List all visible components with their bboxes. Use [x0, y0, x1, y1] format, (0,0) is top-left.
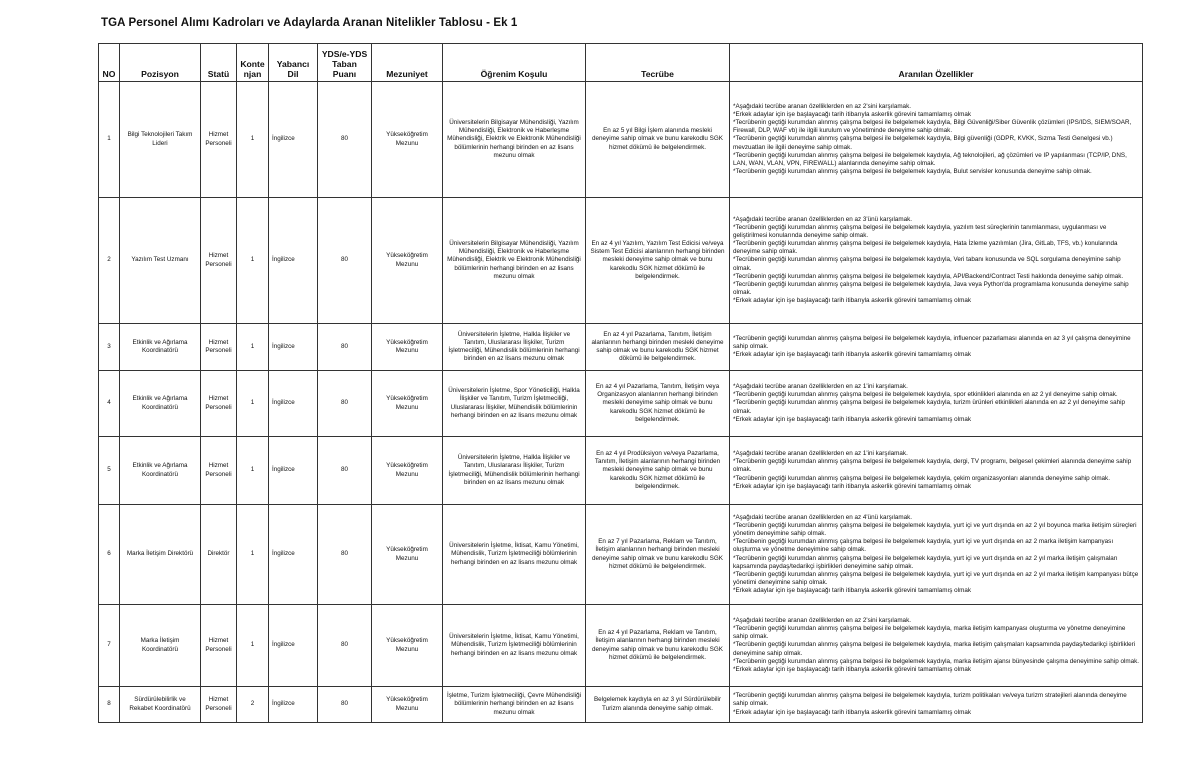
row-number: 8 [99, 687, 120, 723]
status-cell: Hizmet Personeli [201, 198, 237, 324]
requirement-item: *Tecrübenin geçtiği kurumdan alınmış çalışma belgesi ile belgelemek kaydıyla, turizm ürünleri etkinlikleri alanında en az 2 yıl deneyime sahip olmak. [733, 399, 1126, 415]
requirement-item: *Tecrübenin geçtiği kurumdan alınmış çalışma belgesi ile belgelemek kaydıyla, yurt içi ve yurt dışında en az 2 yıl marka iletişim çalışmaları kapsamında paydaş/tedarikçi işbirlikleri deneyimine sahip olmak. [733, 554, 1118, 570]
qualifications-table [98, 43, 1143, 723]
requirement-item: *Tecrübenin geçtiği kurumdan alınmış çalışma belgesi ile belgelemek kaydıyla, Bilgi Güvenliği/Siber Güvenlik çözümleri (IPS/IDS, SIEM/SOAR, Firewall, DLP, WAF vb) ile ilgili kurulum ve yönetiminde deneyime sahip olmak. [733, 119, 1132, 135]
requirements-cell [730, 371, 1143, 437]
requirement-item: *Aşağıdaki tecrübe aranan özelliklerden en az 2'sini karşılamak. [733, 617, 911, 625]
quota-cell: 1 [237, 82, 269, 198]
table-row [99, 82, 1143, 198]
row-number: 4 [99, 371, 120, 437]
row-number: 6 [99, 505, 120, 605]
experience-cell: En az 7 yıl Pazarlama, Reklam ve Tanıtım, İletişim alanlarının herhangi birinden mesleki deneyime sahip olmak ve bunu karekodlu SGK hizmet dökümü ile belgelendirmek. [586, 505, 730, 605]
requirement-item: *Tecrübenin geçtiği kurumdan alınmış çalışma belgesi ile belgelemek kaydıyla, marka iletişim çalışmaları kapsamında paydaş/tedarikçi işbirlikleri deneyimine sahip olmak. [733, 641, 1136, 657]
yds-score-cell: 80 [318, 505, 372, 605]
language-cell: İngilizce [269, 371, 318, 437]
experience-cell: En az 5 yıl Bilgi İşlem alanında mesleki deneyime sahip olmak ve bunu karekodlu SGK hizmet dökümü ile belgelendirmek. [586, 82, 730, 198]
education-cell: Üniversitelerin İşletme, Halkla İlişkiler ve Tanıtım, Uluslararası İlişkiler, Turizm İşletmeciliği, Mühendislik bölümlerinin herhangi birinden en az lisans mezunu olmak [443, 437, 586, 505]
status-cell: Hizmet Personeli [201, 687, 237, 723]
header-no: NO [99, 44, 120, 82]
yds-score-cell: 80 [318, 371, 372, 437]
row-number: 5 [99, 437, 120, 505]
table-row [99, 371, 1143, 437]
row-number: 3 [99, 324, 120, 371]
yds-score-cell: 80 [318, 605, 372, 687]
requirement-item: *Tecrübenin geçtiği kurumdan alınmış çalışma belgesi ile belgelemek kaydıyla, Hata İzleme yazılımları (Jira, GitLab, TFS, vb.) konularında deneyime sahip olmak. [733, 240, 1118, 256]
requirement-item: *Tecrübenin geçtiği kurumdan alınmış çalışma belgesi ile belgelemek kaydıyla, yurt içi ve yurt dışında en az 2 marka iletişim kampanyası oluşturma ve yönetme deneyimine sahip olmak. [733, 538, 1114, 554]
graduation-cell: Yükseköğretim Mezunu [372, 371, 443, 437]
language-cell: İngilizce [269, 605, 318, 687]
requirement-item: *Erkek adaylar için işe başlayacağı tarih itibarıyla askerlik görevini tamamlamış olmak [733, 415, 971, 423]
row-number: 1 [99, 82, 120, 198]
requirement-item: *Aşağıdaki tecrübe aranan özelliklerden en az 1'ini karşılamak. [733, 450, 908, 458]
requirement-item: *Tecrübenin geçtiği kurumdan alınmış çalışma belgesi ile belgelemek kaydıyla, yurt içi ve yurt dışında en az 2 yıl boyunca marka iletişim süreçleri yönetim deneyimine sahip olmak. [733, 522, 1137, 538]
education-cell: İşletme, Turizm İşletmeciliği, Çevre Mühendisliği bölümlerinin herhangi birinden en az lisans mezunu olmak [443, 687, 586, 723]
experience-cell: En az 4 yıl Pazarlama, Tanıtım, İletişim veya Organizasyon alanlarının herhangi birinden mesleki deneyime sahip olmak ve bunu karekodlu SGK hizmet dökümü ile belgelendirmek. [586, 371, 730, 437]
quota-cell: 2 [237, 687, 269, 723]
requirement-item: *Tecrübenin geçtiği kurumdan alınmış çalışma belgesi ile belgelemek kaydıyla, Bilgi güvenliği (GDPR, KVKK, Sızma Testi Genelgesi vb.) mevzuatları ile ilgili deneyime sahip olmak. [733, 135, 1113, 151]
requirements-cell [730, 687, 1143, 723]
requirement-item: *Aşağıdaki tecrübe aranan özelliklerden en az 1'ini karşılamak. [733, 383, 908, 391]
education-cell: Üniversitelerin İşletme, İktisat, Kamu Yönetimi, Mühendislik, Turizm İşletmeciliği bölümlerinin herhangi birinden en az lisans mezunu olmak [443, 605, 586, 687]
experience-cell: En az 4 yıl Pazarlama, Reklam ve Tanıtım, İletişim alanlarının herhangi birinden mesleki deneyime sahip olmak ve bunu karekodlu SGK hizmet dökümü ile belgelendirmek. [586, 605, 730, 687]
yds-score-cell: 80 [318, 82, 372, 198]
requirement-item: *Tecrübenin geçtiği kurumdan alınmış çalışma belgesi ile belgelemek kaydıyla, marka iletişim kampanyası oluşturma ve yönetme deneyimine sahip olmak. [733, 625, 1126, 641]
header-quota: Konte njan [237, 44, 269, 82]
graduation-cell: Yükseköğretim Mezunu [372, 605, 443, 687]
quota-cell: 1 [237, 198, 269, 324]
status-cell: Direktör [201, 505, 237, 605]
header-status: Statü [201, 44, 237, 82]
status-cell: Hizmet Personeli [201, 437, 237, 505]
position-cell: Etkinlik ve Ağırlama Koordinatörü [120, 371, 201, 437]
experience-cell: En az 4 yıl Prodüksiyon ve/veya Pazarlama, Tanıtım, İletişim alanlarının herhangi birinden mesleki deneyime sahip olmak ve bunu karekodlu SGK hizmet dökümü ile belgelendirmek. [586, 437, 730, 505]
position-cell: Etkinlik ve Ağırlama Koordinatörü [120, 324, 201, 371]
status-cell: Hizmet Personeli [201, 371, 237, 437]
experience-cell: Belgelemek kaydıyla en az 3 yıl Sürdürülebilir Turizm alanında deneyime sahip olmak. [586, 687, 730, 723]
language-cell: İngilizce [269, 687, 318, 723]
table-row [99, 324, 1143, 371]
position-cell: Etkinlik ve Ağırlama Koordinatörü [120, 437, 201, 505]
position-cell: Sürdürülebilirlik ve Rekabet Koordinatörü [120, 687, 201, 723]
yds-score-cell: 80 [318, 687, 372, 723]
requirements-cell [730, 324, 1143, 371]
header-requirements: Aranılan Özellikler [730, 44, 1143, 82]
graduation-cell: Yükseköğretim Mezunu [372, 324, 443, 371]
requirement-item: *Tecrübenin geçtiği kurumdan alınmış çalışma belgesi ile belgelemek kaydıyla, influencer pazarlaması alanında en az 3 yıl çalışma deneyimine sahip olmak. [733, 334, 1131, 350]
table-header-row [99, 44, 1143, 82]
education-cell: Üniversitelerin İşletme, Spor Yöneticiliği, Halkla İlişkiler ve Tanıtım, Turizm İşletmeciliği, Uluslararası İlişkiler, Mühendislik bölümlerinin herhangi birinden en az lisans mezunu olmak [443, 371, 586, 437]
status-cell: Hizmet Personeli [201, 82, 237, 198]
header-education: Öğrenim Koşulu [443, 44, 586, 82]
requirement-item: *Tecrübenin geçtiği kurumdan alınmış çalışma belgesi ile belgelemek kaydıyla, marka iletişim ajansı bünyesinde çalışma deneyimine sahip olmak. [733, 657, 1139, 665]
language-cell: İngilizce [269, 198, 318, 324]
requirement-item: *Tecrübenin geçtiği kurumdan alınmış çalışma belgesi ile belgelemek kaydıyla, spor etkinlikleri alanında en az 2 yıl deneyime sahip olmak. [733, 391, 1118, 399]
graduation-cell: Yükseköğretim Mezunu [372, 687, 443, 723]
table-row [99, 198, 1143, 324]
experience-cell: En az 4 yıl Pazarlama, Tanıtım, İletişim alanlarının herhangi birinden mesleki deneyime sahip olmak ve bunu karekodlu SGK hizmet dökümü ile belgelendirmek. [586, 324, 730, 371]
position-cell: Bilgi Teknolojileri Takım Lideri [120, 82, 201, 198]
row-number: 2 [99, 198, 120, 324]
status-cell: Hizmet Personeli [201, 605, 237, 687]
quota-cell: 1 [237, 605, 269, 687]
row-number: 7 [99, 605, 120, 687]
requirements-cell [730, 605, 1143, 687]
requirement-item: *Erkek adaylar için işe başlayacağı tarih itibarıyla askerlik görevini tamamlamış olmak [733, 111, 971, 119]
education-cell: Üniversitelerin İşletme, İktisat, Kamu Yönetimi, Mühendislik, Turizm İşletmeciliği bölümlerinin herhangi birinden en az lisans mezunu olmak [443, 505, 586, 605]
graduation-cell: Yükseköğretim Mezunu [372, 82, 443, 198]
position-cell: Marka İletişim Direktörü [120, 505, 201, 605]
language-cell: İngilizce [269, 324, 318, 371]
position-cell: Marka İletişim Koordinatörü [120, 605, 201, 687]
graduation-cell: Yükseköğretim Mezunu [372, 437, 443, 505]
requirement-item: *Tecrübenin geçtiği kurumdan alınmış çalışma belgesi ile belgelemek kaydıyla, Ağ teknolojileri, ağ çözümleri ve IP yapılanması (TCP/IP, DNS, LAN, WAN, VLAN, VPN, FIREWALL) alanlarında deneyime sahip olmak. [733, 151, 1127, 167]
education-cell: Üniversitelerin İşletme, Halkla İlişkiler ve Tanıtım, Uluslararası İlişkiler, Turizm İşletmeciliği, Mühendislik bölümlerinin herhangi birinden en az lisans mezunu olmak [443, 324, 586, 371]
requirement-item: *Erkek adaylar için işe başlayacağı tarih itibarıyla askerlik görevini tamamlamış olmak [733, 296, 971, 304]
quota-cell: 1 [237, 324, 269, 371]
experience-cell: En az 4 yıl Yazılım, Yazılım Test Edicisi ve/veya Sistem Test Edicisi alanlarının herhangi birinden mesleki deneyime sahip olmak ve bunu karekodlu SGK hizmet dökümü ile belgelendirmek. [586, 198, 730, 324]
requirement-item: *Tecrübenin geçtiği kurumdan alınmış çalışma belgesi ile belgelemek kaydıyla, API/Backend/Contract Testi hakkında deneyime sahip olmak. [733, 272, 1124, 280]
yds-score-cell: 80 [318, 437, 372, 505]
requirement-item: *Erkek adaylar için işe başlayacağı tarih itibarıyla askerlik görevini tamamlamış olmak [733, 482, 971, 490]
requirement-item: *Tecrübenin geçtiği kurumdan alınmış çalışma belgesi ile belgelemek kaydıyla, turizm politikaları ve/veya turizm stratejileri alanında deneyime sahip olmak. [733, 692, 1127, 708]
education-cell: Üniversitelerin Bilgisayar Mühendisliği, Yazılım Mühendisliği, Elektronik ve Haberleşme Mühendisliği, Elektrik ve Elektronik Mühendisliği bölümlerinin herhangi birinden en az lisans mezunu olmak [443, 82, 586, 198]
quota-cell: 1 [237, 371, 269, 437]
requirement-item: *Erkek adaylar için işe başlayacağı tarih itibarıyla askerlik görevini tamamlamış olmak [733, 708, 971, 716]
requirements-cell [730, 82, 1143, 198]
quota-cell: 1 [237, 505, 269, 605]
requirement-item: *Erkek adaylar için işe başlayacağı tarih itibarıyla askerlik görevini tamamlamış olmak [733, 665, 971, 673]
requirement-item: *Tecrübenin geçtiği kurumdan alınmış çalışma belgesi ile belgelemek kaydıyla, yurt içi ve yurt dışında en az 2 yıl marka iletişim kampanyası bütçe yönetimi deneyimine sahip olmak. [733, 570, 1139, 586]
language-cell: İngilizce [269, 82, 318, 198]
quota-cell: 1 [237, 437, 269, 505]
requirement-item: *Erkek adaylar için işe başlayacağı tarih itibarıyla askerlik görevini tamamlamış olmak [733, 586, 971, 594]
requirement-item: *Tecrübenin geçtiği kurumdan alınmış çalışma belgesi ile belgelemek kaydıyla, Java veya Python'da programlama konusunda deneyime sahip olmak. [733, 280, 1129, 296]
requirement-item: *Tecrübenin geçtiği kurumdan alınmış çalışma belgesi ile belgelemek kaydıyla, dergi, TV programı, belgesel çekimleri alanında deneyime sahip olmak. [733, 458, 1132, 474]
requirement-item: *Erkek adaylar için işe başlayacağı tarih itibarıyla askerlik görevini tamamlamış olmak [733, 351, 971, 359]
table-row [99, 605, 1143, 687]
graduation-cell: Yükseköğretim Mezunu [372, 505, 443, 605]
header-yds: YDS/e-YDS Taban Puanı [318, 44, 372, 82]
requirement-item: *Aşağıdaki tecrübe aranan özelliklerden en az 4'ünü karşılamak. [733, 514, 913, 522]
requirement-item: *Tecrübenin geçtiği kurumdan alınmış çalışma belgesi ile belgelemek kaydıyla, çekim organizasyonları alanında deneyime sahip olmak. [733, 474, 1110, 482]
requirement-item: *Tecrübenin geçtiği kurumdan alınmış çalışma belgesi ile belgelemek kaydıyla, Veri tabanı konusunda ve SQL sorgulama deneyimine sahip olmak. [733, 256, 1121, 272]
status-cell: Hizmet Personeli [201, 324, 237, 371]
requirement-item: *Aşağıdaki tecrübe aranan özelliklerden en az 3'ünü karşılamak. [733, 216, 913, 224]
header-position: Pozisyon [120, 44, 201, 82]
table-row [99, 437, 1143, 505]
requirement-item: *Aşağıdaki tecrübe aranan özelliklerden en az 2'sini karşılamak. [733, 103, 911, 111]
table-row [99, 687, 1143, 723]
document-title: TGA Personel Alımı Kadroları ve Adaylarda Aranan Nitelikler Tablosu - Ek 1 [101, 17, 518, 29]
requirements-cell [730, 505, 1143, 605]
table-row [99, 505, 1143, 605]
language-cell: İngilizce [269, 505, 318, 605]
requirement-item: *Tecrübenin geçtiği kurumdan alınmış çalışma belgesi ile belgelemek kaydıyla, yazılım test süreçlerinin tanımlanması, uygulanması ve geliştirilmesi konularında deneyime sahip olmak. [733, 224, 1107, 240]
header-language: Yabancı Dil [269, 44, 318, 82]
graduation-cell: Yükseköğretim Mezunu [372, 198, 443, 324]
header-experience: Tecrübe [586, 44, 730, 82]
header-graduation: Mezuniyet [372, 44, 443, 82]
yds-score-cell: 80 [318, 198, 372, 324]
position-cell: Yazılım Test Uzmanı [120, 198, 201, 324]
yds-score-cell: 80 [318, 324, 372, 371]
requirements-cell [730, 198, 1143, 324]
requirement-item: *Tecrübenin geçtiği kurumdan alınmış çalışma belgesi ile belgelemek kaydıyla, Bulut servisler konusunda deneyime sahip olmak. [733, 167, 1092, 175]
language-cell: İngilizce [269, 437, 318, 505]
requirements-cell [730, 437, 1143, 505]
education-cell: Üniversitelerin Bilgisayar Mühendisliği, Yazılım Mühendisliği, Elektronik ve Haberleşme Mühendisliği, Elektrik ve Elektronik Mühendisliği bölümlerinin herhangi birinden en az lisans mezunu olmak [443, 198, 586, 324]
